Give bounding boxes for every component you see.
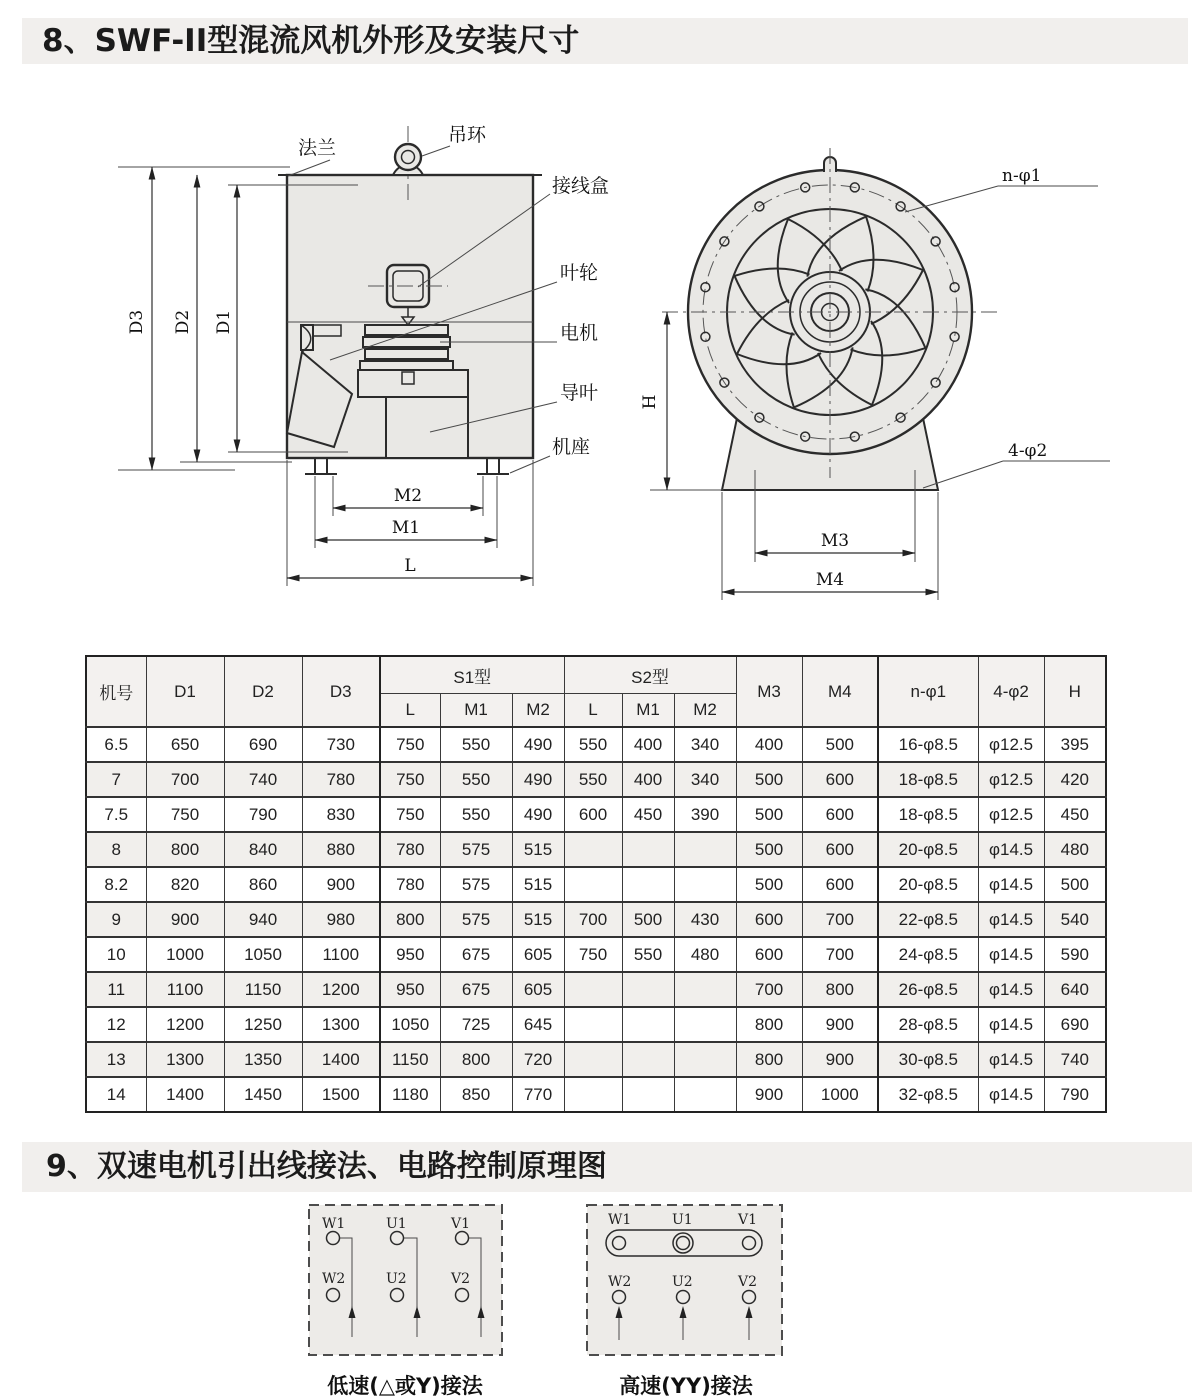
label-lifting-ring: 吊环	[448, 124, 487, 146]
table-cell: 26-φ8.5	[878, 972, 978, 1007]
table-cell: 1180	[380, 1077, 440, 1112]
table-cell: 1200	[146, 1007, 224, 1042]
table-cell: 18-φ8.5	[878, 762, 978, 797]
terminal-label: U1	[672, 1212, 693, 1228]
dim-label-m3: M3	[820, 531, 850, 551]
table-cell: 400	[622, 762, 674, 797]
table-row	[86, 1007, 1106, 1042]
table-cell: 1050	[380, 1007, 440, 1042]
table-cell: 690	[1044, 1007, 1106, 1042]
dim-label-d1: D1	[214, 309, 234, 335]
table-cell	[622, 1007, 674, 1042]
label-flange: 法兰	[298, 137, 337, 159]
table-cell: 500	[802, 727, 878, 762]
table-cell: 820	[146, 867, 224, 902]
table-cell: 18-φ8.5	[878, 797, 978, 832]
table-cell: 600	[802, 797, 878, 832]
label-base: 机座	[552, 436, 591, 458]
table-cell: 880	[302, 832, 380, 867]
table-cell	[564, 1077, 622, 1112]
table-cell	[564, 867, 622, 902]
table-cell: 730	[302, 727, 380, 762]
table-cell: 1200	[302, 972, 380, 1007]
terminal-label: V2	[451, 1271, 471, 1287]
table-row	[86, 797, 1106, 832]
table-cell: 9	[86, 902, 146, 937]
table-cell: 30-φ8.5	[878, 1042, 978, 1077]
terminal-label: V1	[451, 1216, 471, 1232]
table-cell: 16-φ8.5	[878, 727, 978, 762]
table-cell: φ14.5	[978, 902, 1044, 937]
table-cell: 20-φ8.5	[878, 867, 978, 902]
table-cell: 13	[86, 1042, 146, 1077]
table-cell: 1300	[302, 1007, 380, 1042]
table-cell: 395	[1044, 727, 1106, 762]
table-cell: 750	[380, 797, 440, 832]
table-cell: φ14.5	[978, 867, 1044, 902]
table-cell: 790	[224, 797, 302, 832]
dim-label-h: H	[640, 394, 660, 410]
table-cell: φ12.5	[978, 762, 1044, 797]
table-cell: 1100	[146, 972, 224, 1007]
table-cell: 480	[674, 937, 736, 972]
table-cell: 900	[736, 1077, 802, 1112]
table-cell: φ14.5	[978, 972, 1044, 1007]
table-cell: 750	[146, 797, 224, 832]
table-cell	[564, 972, 622, 1007]
table-cell: 450	[1044, 797, 1106, 832]
table-cell: 340	[674, 727, 736, 762]
table-cell: 7.5	[86, 797, 146, 832]
table-cell: 950	[380, 937, 440, 972]
table-cell: 480	[1044, 832, 1106, 867]
table-cell: 780	[380, 832, 440, 867]
table-cell: 490	[512, 727, 564, 762]
col-header-4phi2: 4-φ2	[978, 656, 1044, 727]
terminal-label: U2	[386, 1271, 407, 1287]
terminal-label: U1	[386, 1216, 407, 1232]
table-cell: 800	[440, 1042, 512, 1077]
wiring-high-speed	[587, 1205, 782, 1398]
table-cell: 1150	[224, 972, 302, 1007]
col-header-d1: D1	[146, 656, 224, 727]
table-cell: φ14.5	[978, 1077, 1044, 1112]
table-cell: 490	[512, 762, 564, 797]
table-cell	[674, 972, 736, 1007]
table-cell	[564, 1007, 622, 1042]
table-cell: φ14.5	[978, 832, 1044, 867]
table-cell: 900	[146, 902, 224, 937]
dimension-table	[85, 655, 1107, 1113]
table-cell: 500	[736, 867, 802, 902]
table-cell: 650	[146, 727, 224, 762]
table-cell: 1150	[380, 1042, 440, 1077]
wiring-low-speed	[309, 1205, 502, 1398]
table-cell: 22-φ8.5	[878, 902, 978, 937]
table-cell: 800	[146, 832, 224, 867]
table-cell: 1100	[302, 937, 380, 972]
table-cell: 900	[302, 867, 380, 902]
table-row	[86, 762, 1106, 797]
table-cell: 400	[736, 727, 802, 762]
table-cell: 600	[564, 797, 622, 832]
table-cell: 10	[86, 937, 146, 972]
table-cell: 420	[1044, 762, 1106, 797]
table-row	[86, 937, 1106, 972]
col-header-m3: M3	[736, 656, 802, 727]
table-cell: 950	[380, 972, 440, 1007]
table-row	[86, 1077, 1106, 1112]
table-cell: 11	[86, 972, 146, 1007]
table-cell: 800	[380, 902, 440, 937]
label-junction-box: 接线盒	[552, 175, 610, 197]
table-row	[86, 867, 1106, 902]
table-cell: 700	[802, 902, 878, 937]
col-header-d3: D3	[302, 656, 380, 727]
table-cell: 1300	[146, 1042, 224, 1077]
table-cell: 12	[86, 1007, 146, 1042]
table-cell: 600	[736, 902, 802, 937]
table-cell	[564, 1042, 622, 1077]
table-cell: φ12.5	[978, 727, 1044, 762]
table-cell: 980	[302, 902, 380, 937]
table-row	[86, 972, 1106, 1007]
table-cell: 550	[440, 797, 512, 832]
col-header-nphi1: n-φ1	[878, 656, 978, 727]
col-header-s2-l: L	[564, 694, 622, 728]
table-row	[86, 832, 1106, 867]
table-cell: 600	[802, 832, 878, 867]
table-cell: 900	[802, 1007, 878, 1042]
table-header-row	[86, 656, 1106, 694]
table-cell: φ12.5	[978, 797, 1044, 832]
section8-title: 8、SWF-II型混流风机外形及安装尺寸	[22, 18, 1188, 64]
table-cell: 450	[622, 797, 674, 832]
table-cell: 1050	[224, 937, 302, 972]
table-cell: 720	[512, 1042, 564, 1077]
label-bolt-holes: n-φ1	[1002, 166, 1042, 186]
table-cell: 575	[440, 832, 512, 867]
table-cell: 700	[736, 972, 802, 1007]
front-view-drawing	[640, 148, 1110, 600]
table-cell: 1250	[224, 1007, 302, 1042]
table-row	[86, 902, 1106, 937]
dim-label-d3: D3	[127, 309, 147, 335]
table-cell: 830	[302, 797, 380, 832]
table-cell	[564, 832, 622, 867]
table-cell: 770	[512, 1077, 564, 1112]
table-cell: 725	[440, 1007, 512, 1042]
table-cell: 800	[736, 1007, 802, 1042]
high-speed-caption: 高速(YY)接法	[619, 1374, 753, 1398]
table-cell: 590	[1044, 937, 1106, 972]
dim-label-d2: D2	[173, 309, 193, 335]
table-cell: 740	[1044, 1042, 1106, 1077]
table-cell: 28-φ8.5	[878, 1007, 978, 1042]
table-cell: 515	[512, 902, 564, 937]
table-cell: 500	[736, 832, 802, 867]
table-cell	[674, 1007, 736, 1042]
terminal-label: W1	[322, 1216, 346, 1232]
dim-label-m2: M2	[393, 486, 423, 506]
col-header-s1-m2: M2	[512, 694, 564, 728]
table-cell: 645	[512, 1007, 564, 1042]
table-cell: 605	[512, 972, 564, 1007]
dim-label-m1: M1	[391, 518, 421, 538]
table-cell	[622, 1042, 674, 1077]
table-cell: 550	[564, 727, 622, 762]
table-cell: 750	[564, 937, 622, 972]
table-cell: 550	[622, 937, 674, 972]
label-motor: 电机	[560, 322, 599, 344]
table-cell: 600	[736, 937, 802, 972]
col-header-m4: M4	[802, 656, 878, 727]
length-dimensions	[287, 460, 533, 586]
table-cell: 500	[1044, 867, 1106, 902]
table-row	[86, 727, 1106, 762]
col-header-s1-m1: M1	[440, 694, 512, 728]
table-cell: 750	[380, 762, 440, 797]
table-row	[86, 1042, 1106, 1077]
terminal-label: W2	[608, 1274, 632, 1290]
table-cell: 790	[1044, 1077, 1106, 1112]
table-cell: 540	[1044, 902, 1106, 937]
table-cell: 900	[802, 1042, 878, 1077]
side-view-drawing	[118, 124, 609, 586]
table-cell: 24-φ8.5	[878, 937, 978, 972]
table-cell: 1500	[302, 1077, 380, 1112]
table-cell: 500	[736, 797, 802, 832]
col-header-s2-m1: M1	[622, 694, 674, 728]
table-cell: 8.2	[86, 867, 146, 902]
table-cell: 515	[512, 867, 564, 902]
table-cell	[622, 972, 674, 1007]
table-cell: 550	[440, 762, 512, 797]
table-cell: 675	[440, 937, 512, 972]
table-cell: 1400	[146, 1077, 224, 1112]
table-cell: 605	[512, 937, 564, 972]
table-cell: φ14.5	[978, 1007, 1044, 1042]
table-cell: 500	[622, 902, 674, 937]
table-cell: 800	[802, 972, 878, 1007]
table-cell: 800	[736, 1042, 802, 1077]
table-cell: 390	[674, 797, 736, 832]
table-cell: 7	[86, 762, 146, 797]
terminal-label: W1	[608, 1212, 632, 1228]
col-header-s2-m2: M2	[674, 694, 736, 728]
table-cell: 690	[224, 727, 302, 762]
table-cell	[622, 832, 674, 867]
table-cell: 8	[86, 832, 146, 867]
table-cell: 640	[1044, 972, 1106, 1007]
table-cell: φ14.5	[978, 937, 1044, 972]
table-cell: 780	[380, 867, 440, 902]
col-header-h: H	[1044, 656, 1106, 727]
table-cell: 850	[440, 1077, 512, 1112]
table-cell: 6.5	[86, 727, 146, 762]
table-cell: 860	[224, 867, 302, 902]
dim-label-l: L	[404, 556, 416, 576]
table-cell: 750	[380, 727, 440, 762]
table-cell: 840	[224, 832, 302, 867]
label-guide-vane: 导叶	[560, 382, 599, 404]
section9-title: 9、双速电机引出线接法、电路控制原理图	[22, 1142, 1192, 1192]
table-cell: 700	[802, 937, 878, 972]
table-cell: 600	[802, 762, 878, 797]
table-cell: 740	[224, 762, 302, 797]
table-cell	[674, 1042, 736, 1077]
table-cell: 550	[564, 762, 622, 797]
table-cell	[674, 1077, 736, 1112]
table-cell: 1450	[224, 1077, 302, 1112]
table-cell: 490	[512, 797, 564, 832]
table-cell: 940	[224, 902, 302, 937]
table-cell: φ14.5	[978, 1042, 1044, 1077]
col-group-s1: S1型	[380, 656, 564, 694]
table-cell: 1400	[302, 1042, 380, 1077]
table-cell	[674, 867, 736, 902]
table-cell: 340	[674, 762, 736, 797]
label-base-holes: 4-φ2	[1008, 441, 1048, 461]
col-header-jihao: 机号	[86, 656, 146, 727]
table-cell: 600	[802, 867, 878, 902]
terminal-label: V1	[738, 1212, 758, 1228]
table-cell: 500	[736, 762, 802, 797]
low-speed-caption: 低速(△或Y)接法	[327, 1374, 483, 1398]
table-cell: 675	[440, 972, 512, 1007]
table-cell: 575	[440, 902, 512, 937]
table-cell: 700	[146, 762, 224, 797]
table-cell: 20-φ8.5	[878, 832, 978, 867]
table-cell	[674, 832, 736, 867]
table-cell: 32-φ8.5	[878, 1077, 978, 1112]
terminal-label: V2	[738, 1274, 758, 1290]
terminal-label: U2	[672, 1274, 693, 1290]
table-cell: 400	[622, 727, 674, 762]
col-header-d2: D2	[224, 656, 302, 727]
table-cell: 430	[674, 902, 736, 937]
label-impeller: 叶轮	[560, 262, 599, 284]
terminal-label: W2	[322, 1271, 346, 1287]
table-cell: 575	[440, 867, 512, 902]
col-header-s1-l: L	[380, 694, 440, 728]
mounting-feet	[305, 458, 509, 474]
table-cell: 700	[564, 902, 622, 937]
col-group-s2: S2型	[564, 656, 736, 694]
table-cell	[622, 1077, 674, 1112]
table-cell: 515	[512, 832, 564, 867]
table-cell: 1350	[224, 1042, 302, 1077]
table-cell: 550	[440, 727, 512, 762]
table-cell: 14	[86, 1077, 146, 1112]
dim-label-m4: M4	[815, 570, 845, 590]
table-cell: 1000	[146, 937, 224, 972]
table-cell: 780	[302, 762, 380, 797]
table-cell	[622, 867, 674, 902]
table-cell: 1000	[802, 1077, 878, 1112]
